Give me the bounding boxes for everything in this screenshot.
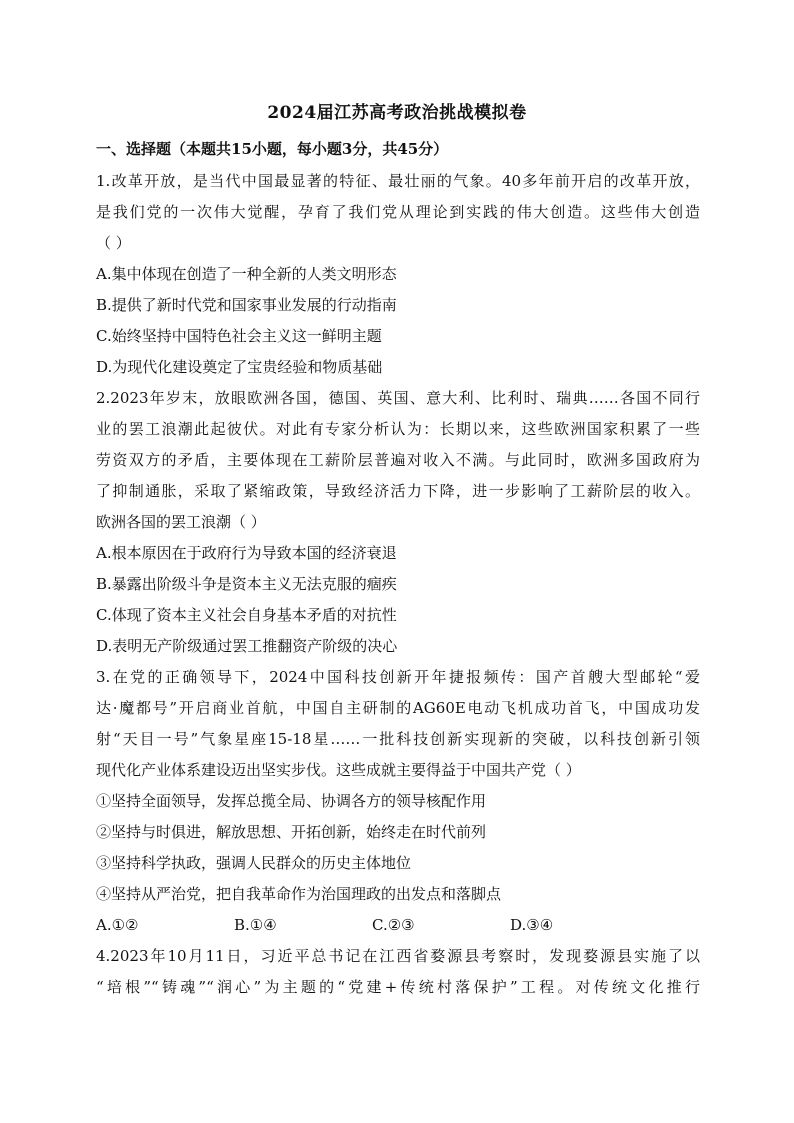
- q2-stem-line-1: 2.2023年岁末，放眼欧洲各国，德国、英国、意大利、比利时、瑞典……各国不同行: [96, 389, 700, 407]
- q4-stem-line-1: 4.2023年10月11日，习近平总书记在江西省婺源县考察时，发现婺源县实施了以: [96, 947, 700, 965]
- q3-stem-line-3: 射“天目一号”气象星座15-18星……一批科技创新实现新的突破，以科技创新引领: [96, 730, 700, 748]
- q2-stem-line-3: 劳资双方的矛盾，主要体现在工薪阶层普遍对收入不满。与此同时，欧洲多国政府为: [96, 451, 700, 469]
- q1-stem-line-2: 是我们党的一次伟大觉醒，孕育了我们党从理论到实践的伟大创造。这些伟大创造: [96, 203, 700, 221]
- q2-stem-line-2: 业的罢工浪潮此起彼伏。对此有专家分析认为：长期以来，这些欧洲国家积累了一些: [96, 420, 700, 438]
- q1-option-a: A.集中体现在创造了一种全新的人类文明形态: [96, 265, 397, 283]
- q3-stem-line-2: 达·魔都号”开启商业首航，中国自主研制的AG60E电动飞机成功首飞，中国成功发: [96, 699, 700, 717]
- section-heading: 一、选择题（本题共15小题，每小题3分，共45分）: [96, 140, 449, 158]
- q3-statement-3: ③坚持科学执政，强调人民群众的历史主体地位: [96, 854, 412, 872]
- q2-option-d: D.表明无产阶级通过罢工推翻资产阶级的决心: [96, 637, 398, 655]
- q2-stem-line-4: 了抑制通胀，采取了紧缩政策，导致经济活力下降，进一步影响了工薪阶层的收入。: [96, 482, 700, 500]
- q3-option-a: A.①②: [96, 916, 139, 934]
- q1-answer-blank: （ ）: [96, 234, 131, 252]
- q2-option-a: A.根本原因在于政府行为导致本国的经济衰退: [96, 544, 397, 562]
- q2-option-c: C.体现了资本主义社会自身基本矛盾的对抗性: [96, 606, 397, 624]
- q1-option-d: D.为现代化建设奠定了宝贵经验和物质基础: [96, 358, 383, 376]
- q1-stem-line-1: 1.改革开放，是当代中国最显著的特征、最壮丽的气象。40多年前开启的改革开放，: [96, 172, 700, 190]
- q4-stem-line-2: “培根”“铸魂”“润心”为主题的“党建+传统村落保护”工程。对传统文化推行: [96, 978, 700, 996]
- q3-statement-4: ④坚持从严治党，把自我革命作为治国理政的出发点和落脚点: [96, 885, 502, 903]
- q3-option-c: C.②③: [372, 916, 415, 934]
- q3-statement-1: ①坚持全面领导，发挥总揽全局、协调各方的领导核配作用: [96, 792, 487, 810]
- page-title: 2024届江苏高考政治挑战模拟卷: [267, 103, 527, 123]
- q3-stem-line-4: 现代化产业体系建设迈出坚实步伐。这些成就主要得益于中国共产党（ ）: [96, 761, 581, 779]
- q3-statement-2: ②坚持与时俱进，解放思想、开拓创新，始终走在时代前列: [96, 823, 487, 841]
- q1-option-c: C.始终坚持中国特色社会主义这一鲜明主题: [96, 327, 382, 345]
- q2-stem-line-5: 欧洲各国的罢工浪潮（ ）: [96, 513, 266, 531]
- q3-option-d: D.③④: [510, 916, 554, 934]
- q3-stem-line-1: 3.在党的正确领导下，2024中国科技创新开年捷报频传：国产首艘大型邮轮“爱: [96, 668, 700, 686]
- q1-option-b: B.提供了新时代党和国家事业发展的行动指南: [96, 296, 397, 314]
- q2-option-b: B.暴露出阶级斗争是资本主义无法克服的痼疾: [96, 575, 397, 593]
- q3-option-b: B.①④: [234, 916, 277, 934]
